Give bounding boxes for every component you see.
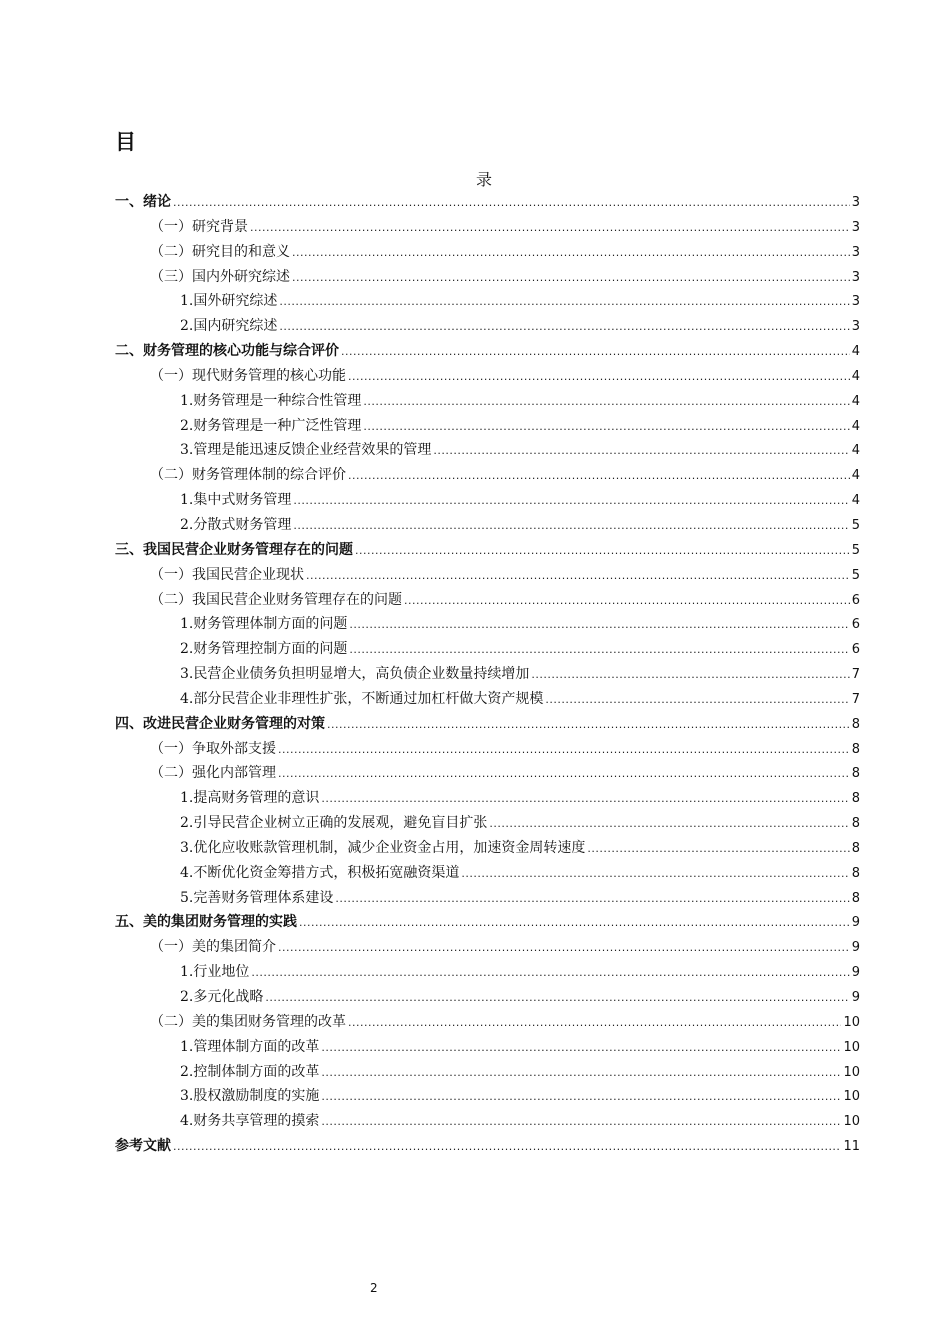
- toc-dot-leader: [278, 762, 850, 787]
- toc-entry[interactable]: [115, 438, 860, 463]
- toc-entry-title: 2.分散式财务管理: [180, 516, 292, 533]
- toc-entry[interactable]: [115, 1010, 860, 1035]
- toc-dot-leader: [321, 787, 849, 812]
- toc-dot-leader: [545, 688, 849, 713]
- toc-dot-leader: [173, 191, 850, 216]
- toc-entry-title: 4.部分民营企业非理性扩张，不断通过加杠杆做大资产规模: [180, 690, 544, 707]
- toc-entry[interactable]: [115, 1084, 860, 1109]
- toc-dot-leader: [335, 887, 849, 912]
- toc-entry-title: （二）我国民营企业财务管理存在的问题: [150, 591, 402, 608]
- toc-dot-leader: [293, 489, 849, 514]
- toc-entry-title: （一）争取外部支援: [150, 740, 276, 757]
- toc-entry-page: 9: [851, 990, 860, 1005]
- toc-dot-leader: [306, 564, 850, 589]
- toc-dot-leader: [404, 589, 850, 614]
- toc-entry[interactable]: [115, 190, 860, 215]
- toc-entry-title: 3.优化应收账款管理机制，减少企业资金占用，加速资金周转速度: [180, 839, 586, 856]
- toc-entry-page: 5: [851, 542, 860, 558]
- toc-entry-page: 7: [851, 691, 860, 707]
- toc-entry-title: 3.股权激励制度的实施: [180, 1088, 320, 1105]
- toc-dot-leader: [433, 439, 849, 464]
- toc-entry[interactable]: [115, 737, 860, 762]
- toc-entry-page: 10: [843, 1114, 860, 1130]
- toc-dot-leader: [531, 663, 849, 688]
- toc-entry-title: （一）美的集团简介: [150, 939, 276, 956]
- toc-dot-leader: [278, 738, 850, 763]
- toc-entry-page: 8: [851, 816, 860, 832]
- toc-entry-page: 3: [851, 195, 860, 210]
- toc-entry-title: （一）现代财务管理的核心功能: [150, 367, 346, 384]
- toc-dot-leader: [461, 862, 849, 887]
- toc-entry-title: 1.国外研究综述: [180, 293, 278, 310]
- toc-entry-title: （一）我国民营企业现状: [150, 566, 304, 583]
- toc-dot-leader: [293, 514, 849, 539]
- toc-entry-title: 2.引导民营企业树立正确的发展观，避免盲目扩张: [180, 815, 488, 832]
- toc-entry[interactable]: [115, 786, 860, 811]
- toc-entry-page: 9: [851, 940, 860, 956]
- toc-heading-part2: 录: [476, 170, 493, 189]
- toc-dot-leader: [348, 464, 850, 489]
- toc-entry-title: 五、美的集团财务管理的实践: [115, 914, 297, 931]
- toc-entry[interactable]: [115, 960, 860, 985]
- toc-entry-title: （二）美的集团财务管理的改革: [150, 1013, 346, 1030]
- toc-entry-title: （二）财务管理体制的综合评价: [150, 467, 346, 484]
- toc-entry[interactable]: [115, 1134, 860, 1159]
- toc-dot-leader: [587, 837, 849, 862]
- toc-entry-page: 5: [851, 517, 860, 533]
- toc-entry-page: 8: [851, 741, 860, 757]
- toc-entry[interactable]: [115, 389, 860, 414]
- toc-entry-page: 4: [851, 418, 860, 434]
- toc-dot-leader: [363, 390, 849, 415]
- toc-entry-page: 3: [851, 219, 860, 235]
- toc-entry-page: 3: [851, 244, 860, 260]
- toc-entry-page: 6: [851, 617, 860, 633]
- toc-dot-leader: [251, 961, 849, 986]
- toc-entry[interactable]: [115, 364, 860, 389]
- toc-entry[interactable]: [115, 1035, 860, 1060]
- toc-entry-page: 4: [851, 468, 860, 484]
- toc-entry[interactable]: [115, 513, 860, 538]
- toc-dot-leader: [292, 266, 850, 291]
- toc-entry-title: 4.不断优化资金筹措方式，积极拓宽融资渠道: [180, 864, 460, 881]
- toc-entry-page: 8: [851, 791, 860, 807]
- toc-entry[interactable]: [115, 588, 860, 613]
- toc-entry-page: 8: [851, 716, 860, 732]
- toc-entry-page: 3: [851, 319, 860, 335]
- toc-entry-page: 7: [851, 667, 860, 683]
- toc-entry-title: 二、财务管理的核心功能与综合评价: [115, 343, 339, 360]
- toc-dot-leader: [348, 365, 850, 390]
- toc-entry-title: 1.财务管理是一种综合性管理: [180, 392, 362, 409]
- toc-entry-page: 8: [851, 840, 860, 856]
- toc-entry-title: 3.管理是能迅速反馈企业经营效果的管理: [180, 442, 432, 459]
- toc-entry-page: 8: [851, 865, 860, 881]
- toc-entry[interactable]: [115, 538, 860, 563]
- toc-entry[interactable]: [115, 687, 860, 712]
- toc-entry[interactable]: [115, 463, 860, 488]
- toc-entry[interactable]: [115, 836, 860, 861]
- toc-entry-title: （二）研究目的和意义: [150, 243, 290, 260]
- toc-entry[interactable]: [115, 712, 860, 737]
- toc-dot-leader: [349, 638, 849, 663]
- toc-entry-page: 4: [851, 393, 860, 409]
- toc-entry-title: 1.管理体制方面的改革: [180, 1038, 320, 1055]
- toc-entry-title: 1.财务管理体制方面的问题: [180, 616, 348, 633]
- toc-entry[interactable]: [115, 215, 860, 240]
- toc-entry[interactable]: [115, 886, 860, 911]
- toc-dot-leader: [250, 216, 850, 241]
- toc-entry[interactable]: [115, 240, 860, 265]
- toc-entry-page: 3: [851, 269, 860, 285]
- toc-entry[interactable]: [115, 761, 860, 786]
- toc-entry[interactable]: [115, 1060, 860, 1085]
- toc-entry[interactable]: [115, 1109, 860, 1134]
- toc-entry[interactable]: [115, 985, 860, 1010]
- toc-entry-title: 三、我国民营企业财务管理存在的问题: [115, 541, 353, 558]
- toc-entry-page: 10: [843, 1039, 860, 1055]
- toc-entry-title: 1.行业地位: [180, 964, 250, 981]
- toc-entry[interactable]: [115, 563, 860, 588]
- toc-entry-title: （一）研究背景: [150, 218, 248, 235]
- toc-entry-page: 4: [851, 493, 860, 509]
- toc-entry-page: 6: [851, 642, 860, 658]
- toc-entry-page: 6: [851, 592, 860, 608]
- toc-entry-page: 8: [851, 766, 860, 782]
- toc-entry-page: 8: [851, 890, 860, 906]
- toc-dot-leader: [355, 539, 850, 564]
- toc-dot-leader: [321, 1110, 841, 1135]
- toc-entry-page: 4: [851, 368, 860, 384]
- toc-entry-title: 1.提高财务管理的意识: [180, 790, 320, 807]
- toc-entry-page: 10: [843, 1014, 860, 1030]
- toc-entry[interactable]: [115, 339, 860, 364]
- toc-dot-leader: [363, 415, 849, 440]
- toc-entry-page: 9: [851, 965, 860, 981]
- toc-entry-title: 参考文献: [115, 1138, 171, 1155]
- toc-entry-page: 4: [851, 443, 860, 459]
- toc-dot-leader: [279, 315, 849, 340]
- toc-dot-leader: [349, 613, 849, 638]
- toc-entry-title: 四、改进民营企业财务管理的对策: [115, 715, 325, 732]
- toc-entry-title: 3.民营企业债务负担明显增大，高负债企业数量持续增加: [180, 666, 530, 683]
- toc-entry[interactable]: [115, 935, 860, 960]
- toc-entry-title: 2.多元化战略: [180, 989, 264, 1005]
- toc-entry[interactable]: [115, 861, 860, 886]
- toc-dot-leader: [321, 1085, 841, 1110]
- toc-dot-leader: [489, 812, 849, 837]
- toc-dot-leader: [299, 911, 850, 936]
- toc-entry-title: 5.完善财务管理体系建设: [180, 889, 334, 906]
- toc-entry-title: （三）国内外研究综述: [150, 268, 290, 285]
- toc-dot-leader: [341, 340, 850, 365]
- toc-entry[interactable]: [115, 662, 860, 687]
- toc-entry-page: 9: [851, 915, 860, 931]
- toc-dot-leader: [278, 936, 850, 961]
- toc-entry[interactable]: [115, 910, 860, 935]
- toc-entry-page: 3: [851, 294, 860, 310]
- page-number: 2: [370, 1281, 378, 1295]
- toc-entry[interactable]: [115, 637, 860, 662]
- toc-entry[interactable]: [115, 414, 860, 439]
- toc-entry-page: 10: [843, 1064, 860, 1080]
- toc-entry[interactable]: [115, 289, 860, 314]
- toc-entry[interactable]: [115, 265, 860, 290]
- toc-dot-leader: [279, 290, 849, 315]
- toc-entry-title: 2.国内研究综述: [180, 318, 278, 335]
- toc-entry-page: 4: [851, 344, 860, 360]
- toc-dot-leader: [173, 1135, 841, 1160]
- toc-dot-leader: [321, 1061, 841, 1086]
- toc-entry-title: 2.财务管理控制方面的问题: [180, 641, 348, 658]
- toc-entry-title: （二）强化内部管理: [150, 765, 276, 782]
- toc-heading-part1: 目: [115, 130, 136, 154]
- toc-entry-title: 1.集中式财务管理: [180, 492, 292, 509]
- toc-entry[interactable]: [115, 811, 860, 836]
- table-of-contents: [115, 190, 860, 1159]
- toc-entry[interactable]: [115, 314, 860, 339]
- toc-dot-leader: [265, 986, 849, 1011]
- toc-dot-leader: [348, 1011, 841, 1036]
- toc-entry[interactable]: [115, 488, 860, 513]
- toc-entry-page: 11: [843, 1139, 860, 1155]
- toc-entry-page: 5: [851, 567, 860, 583]
- toc-entry-title: 2.控制体制方面的改革: [180, 1063, 320, 1080]
- toc-entry-title: 一、绪论: [115, 194, 171, 210]
- toc-entry-page: 10: [843, 1089, 860, 1105]
- toc-dot-leader: [292, 241, 850, 266]
- toc-entry-title: 2.财务管理是一种广泛性管理: [180, 417, 362, 434]
- toc-entry-title: 4.财务共享管理的摸索: [180, 1113, 320, 1130]
- toc-entry[interactable]: [115, 612, 860, 637]
- toc-dot-leader: [327, 713, 850, 738]
- toc-dot-leader: [321, 1036, 841, 1061]
